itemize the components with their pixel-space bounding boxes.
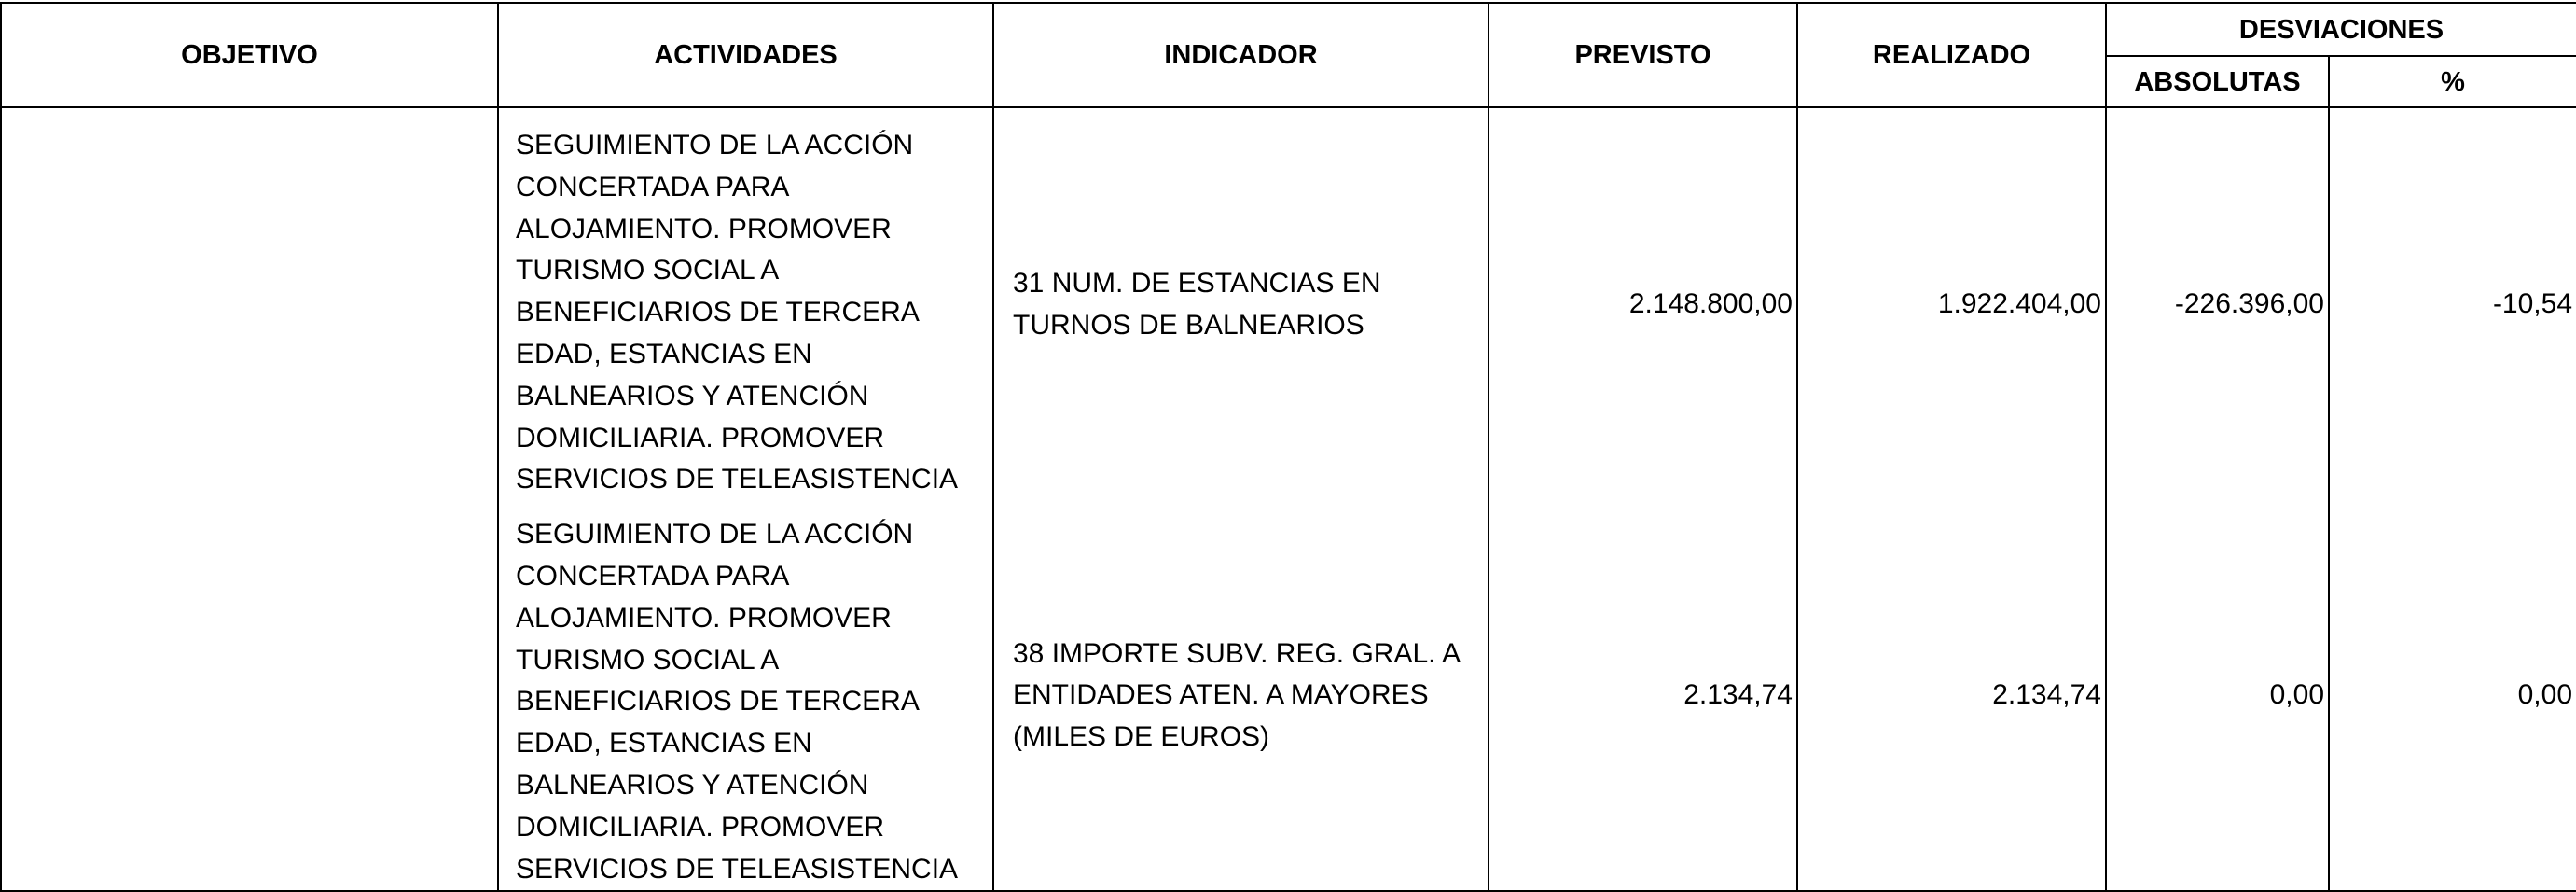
cell-previsto: 2.134,74: [1489, 501, 1797, 891]
header-realizado: REALIZADO: [1797, 3, 2106, 107]
cell-realizado: 2.134,74: [1797, 501, 2106, 891]
header-desviaciones: DESVIACIONES: [2106, 3, 2576, 56]
cell-objetivo: [1, 501, 498, 891]
cell-objetivo: [1, 107, 498, 501]
cell-actividades: SEGUIMIENTO DE LA ACCIÓN CONCERTADA PARA ALOJAMIENTO. PROMOVER TURISMO SOCIAL A BENEFICIARIOS DE TERCERA EDAD, ESTANCIAS EN BALNEARIOS Y ATENCIÓN DOMICILIARIA. PROMOVER SERVICIOS DE TELEASISTENCIA: [498, 501, 993, 891]
header-absolutas: ABSOLUTAS: [2106, 56, 2329, 107]
table-row: [1, 501, 2576, 891]
header-porcentaje: %: [2329, 56, 2576, 107]
cell-absolutas: -226.396,00: [2106, 107, 2329, 501]
cell-actividades: SEGUIMIENTO DE LA ACCIÓN CONCERTADA PARA ALOJAMIENTO. PROMOVER TURISMO SOCIAL A BENEFICIARIOS DE TERCERA EDAD, ESTANCIAS EN BALNEARIOS Y ATENCIÓN DOMICILIARIA. PROMOVER SERVICIOS DE TELEASISTENCIA: [498, 107, 993, 501]
cell-porcentaje: -10,54: [2329, 107, 2576, 501]
cell-porcentaje: 0,00: [2329, 501, 2576, 891]
cell-previsto: 2.148.800,00: [1489, 107, 1797, 501]
cell-indicador: 31 NUM. DE ESTANCIAS EN TURNOS DE BALNEARIOS: [993, 107, 1489, 501]
cell-indicador: 38 IMPORTE SUBV. REG. GRAL. A ENTIDADES ATEN. A MAYORES (MILES DE EUROS): [993, 501, 1489, 891]
header-actividades: ACTIVIDADES: [498, 3, 993, 107]
table-row: [1, 107, 2576, 501]
header-objetivo: OBJETIVO: [1, 3, 498, 107]
header-row-top: [1, 3, 2576, 56]
header-previsto: PREVISTO: [1489, 3, 1797, 107]
indicators-table: [0, 2, 2576, 892]
cell-absolutas: 0,00: [2106, 501, 2329, 891]
cell-realizado: 1.922.404,00: [1797, 107, 2106, 501]
header-indicador: INDICADOR: [993, 3, 1489, 107]
